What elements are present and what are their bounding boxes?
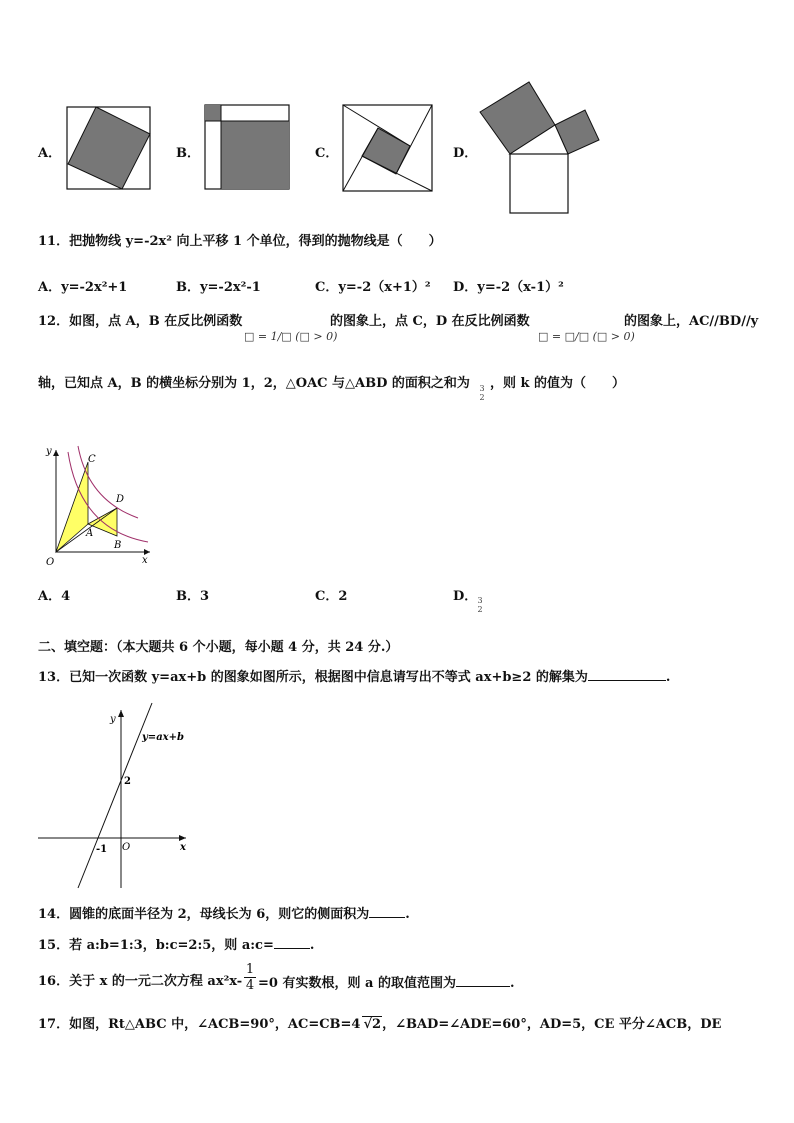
fig12-y-label: y <box>46 446 52 457</box>
fraction-denominator: 4 <box>245 978 255 993</box>
q11-option-d: D．y=-2（x-1）² <box>453 280 564 295</box>
q16-end: . <box>509 976 515 991</box>
fraction-denominator: 2 <box>477 605 483 614</box>
fig12-point-d: D <box>116 494 125 505</box>
q12-option-c: C．2 <box>315 589 348 604</box>
fig13-origin-label: O <box>122 842 131 853</box>
q11-option-a: A．y=-2x²+1 <box>38 280 128 295</box>
q11-option-c: C．y=-2（x+1）² <box>315 280 431 295</box>
q13-answer-blank <box>588 668 666 681</box>
figure-option-d <box>478 80 602 216</box>
q16-stem-b-text: =0 有实数根，则 a 的取值范围为 <box>258 976 456 991</box>
q12-formula-1: □ = 1/□ (□ > 0) <box>244 330 338 343</box>
q12-formula-2: □ = □/□ (□ > 0) <box>538 330 635 343</box>
q16-fraction <box>244 962 256 993</box>
option-a-label: A． <box>38 146 62 161</box>
q15-stem-text: 15．若 a:b=1:3，b:c=2:5，则 a:c= <box>38 938 274 953</box>
q14-end: . <box>405 907 410 922</box>
fig13-x-label: x <box>180 842 186 853</box>
q11-stem: 11．把抛物线 y=-2x² 向上平移 1 个单位，得到的抛物线是（ ） <box>38 234 442 249</box>
fig12-point-b: B <box>114 540 122 551</box>
q13-figure <box>36 700 192 892</box>
fig13-intercept-neg1: -1 <box>96 844 108 855</box>
fig12-point-a: A <box>86 528 94 539</box>
fig12-x-label: x <box>142 555 148 566</box>
q17-stem-a: 17．如图，Rt△ABC 中，∠ACB=90°，AC=CB=4 <box>38 1017 361 1032</box>
q17-sqrt-value: 2 <box>372 1017 382 1032</box>
q15-stem <box>38 936 314 954</box>
q16-stem-a: 16．关于 x 的一元二次方程 ax²x- <box>38 974 243 989</box>
q12-figure <box>40 440 160 570</box>
figure-option-c <box>342 104 434 192</box>
option-d-label: D． <box>453 146 478 161</box>
fig12-point-c: C <box>88 454 96 465</box>
q12-stem-part2: 的图象上，点 C，D 在反比例函数 <box>330 314 530 329</box>
q12-fraction <box>477 384 487 402</box>
q12-option-d: D． <box>453 589 478 604</box>
option-b-label: B． <box>176 146 200 161</box>
q15-end: . <box>309 938 315 953</box>
fraction-denominator: 2 <box>479 393 485 402</box>
fig12-origin-label: O <box>46 557 55 568</box>
q13-end: . <box>665 670 671 685</box>
q13-stem-text: 13．已知一次函数 y=ax+b 的图象如图所示，根据图中信息请写出不等式 ax+b≥2 的解集为 <box>38 670 588 685</box>
q13-stem <box>38 668 670 686</box>
fig13-intercept-2: 2 <box>124 776 131 787</box>
q14-stem <box>38 905 410 923</box>
q17-sqrt: √2 <box>363 1017 382 1032</box>
q12-line2-end: ，则 k 的值为（ ） <box>490 376 626 391</box>
q16-stem-b <box>258 974 514 992</box>
q12-option-b: B．3 <box>176 589 210 604</box>
q11-option-b: B．y=-2x²-1 <box>176 280 261 295</box>
fig13-y-label: y <box>110 714 116 725</box>
figure-option-b <box>204 104 290 190</box>
option-c-label: C． <box>315 146 339 161</box>
fraction-numerator: 3 <box>477 596 483 605</box>
q15-answer-blank <box>274 936 310 949</box>
fraction-numerator: 1 <box>245 962 255 977</box>
q12-stem-part3: 的图象上，AC//BD//y <box>624 314 759 329</box>
q12-option-d-fraction <box>475 596 485 614</box>
q17-stem <box>38 1016 721 1033</box>
fraction-numerator: 3 <box>479 384 485 393</box>
q16-answer-blank <box>456 974 510 987</box>
q14-answer-blank <box>369 905 405 918</box>
fig13-func-label: y=ax+b <box>142 732 185 743</box>
q14-stem-text: 14．圆锥的底面半径为 2，母线长为 6，则它的侧面积为 <box>38 907 370 922</box>
q12-stem-part1: 12．如图，点 A，B 在反比例函数 <box>38 314 243 329</box>
q12-option-a: A．4 <box>38 589 71 604</box>
section-2-heading: 二、填空题：（本大题共 6 个小题，每小题 4 分，共 24 分.） <box>38 640 399 655</box>
q12-line2: 轴，已知点 A，B 的横坐标分别为 1，2，△OAC 与△ABD 的面积之和为 <box>38 376 470 391</box>
q17-stem-b: ，∠BAD=∠ADE=60°，AD=5，CE 平分∠ACB，DE <box>382 1017 722 1032</box>
figure-option-a <box>66 106 152 190</box>
